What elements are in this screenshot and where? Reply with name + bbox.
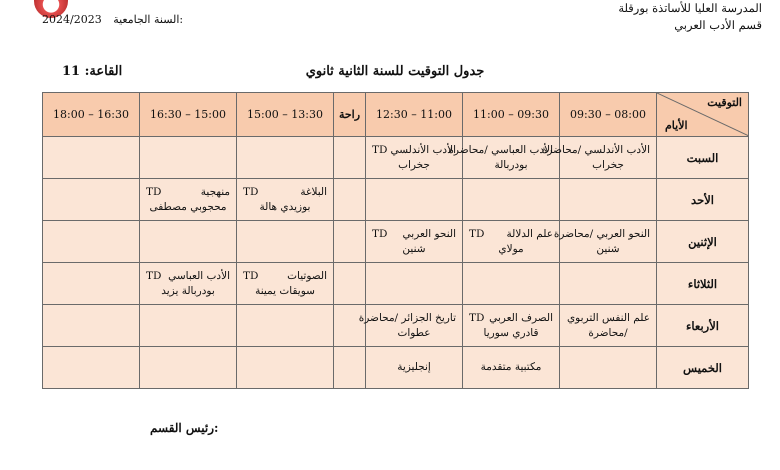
day-label: السبت: [657, 137, 749, 179]
session-cell: [43, 179, 140, 221]
session-cell: [560, 305, 657, 347]
session-cell: [366, 179, 463, 221]
corner-header: [657, 93, 749, 137]
time-slot-header: 09:30 – 11:00: [463, 93, 560, 137]
break-column-header: راحة: [334, 93, 366, 137]
day-row: [43, 137, 749, 179]
session-cell: [463, 347, 560, 389]
session-cell: [463, 179, 560, 221]
session-cell: [448, 137, 560, 179]
instructor-name: مكتبية متقدمة: [480, 361, 542, 373]
day-label: الإثنين: [657, 221, 749, 263]
session-type: TD: [372, 143, 388, 156]
day-row: [43, 347, 749, 389]
instructor-name: بودربالة: [494, 158, 528, 171]
academic-year-value: 2024/2023: [42, 13, 102, 26]
session-cell: [140, 305, 237, 347]
session-cell: [43, 347, 140, 389]
session-cell: [43, 263, 140, 305]
session-cell: [140, 221, 237, 263]
course-name: الصرف العربي: [489, 311, 553, 324]
day-label: الخميس: [657, 347, 749, 389]
session-cell: [140, 263, 237, 305]
session-type: TD: [469, 311, 485, 324]
time-slot-header: 16:30 – 18:00: [43, 93, 140, 137]
session-type: TD: [243, 185, 259, 198]
session-type: TD: [146, 185, 162, 198]
session-cell: [237, 137, 334, 179]
session-cell: [366, 347, 463, 389]
break-cell: [334, 263, 366, 305]
break-cell: [334, 137, 366, 179]
time-slot-header: 11:00 – 12:30: [366, 93, 463, 137]
session-cell: [43, 305, 140, 347]
course-name: الأدب الأندلسي: [390, 143, 456, 156]
course-name: الأدب العباسي /محاضرة: [448, 143, 553, 156]
institution-name: المدرسة العليا للأساتذة بورقلة: [618, 1, 762, 15]
corner-time-label: التوقيت: [707, 96, 742, 109]
session-cell: [43, 221, 140, 263]
day-row: [43, 221, 749, 263]
academic-year: [42, 13, 183, 26]
session-cell: [463, 263, 560, 305]
course-name: النحو العربي: [402, 227, 456, 240]
break-cell: [334, 347, 366, 389]
session-cell: [366, 263, 463, 305]
session-cell: [358, 305, 463, 347]
instructor-name: سويقات يمينة: [255, 284, 315, 297]
break-cell: [334, 179, 366, 221]
day-row: [43, 263, 749, 305]
institution-header: [618, 0, 762, 34]
session-cell: [237, 221, 334, 263]
session-cell: [560, 179, 657, 221]
course-name: تاريخ الجزائر /محاضرة: [358, 311, 456, 324]
instructor-name: /محاضرة: [588, 326, 628, 339]
instructor-name: جخراب: [398, 158, 430, 171]
day-label: الأربعاء: [657, 305, 749, 347]
session-cell: [553, 221, 657, 263]
session-cell: [140, 347, 237, 389]
time-slot-header: 13:30 – 15:00: [237, 93, 334, 137]
session-type: TD: [243, 269, 259, 282]
session-cell: [366, 137, 463, 179]
session-cell: [43, 137, 140, 179]
instructor-name: محجوبي مصطفى: [149, 200, 227, 213]
page-title: جدول التوقيت للسنة الثانية ثانوي: [305, 64, 485, 79]
course-name: النحو العربي /محاضرة: [553, 227, 650, 240]
session-type: TD: [469, 227, 485, 240]
instructor-name: قادري سوريا: [483, 326, 539, 339]
session-cell: [366, 221, 463, 263]
course-name: علم الدلالة: [506, 227, 553, 240]
course-name: منهجية: [200, 185, 230, 198]
time-slot-header: 08:00 – 09:30: [560, 93, 657, 137]
instructor-name: جخراب: [592, 158, 624, 171]
instructor-name: بودربالة يزيد: [161, 284, 215, 297]
instructor-name: شنين: [402, 242, 426, 255]
timetable: [42, 92, 749, 389]
course-name: الصوتيات: [287, 269, 327, 282]
course-name: علم النفس التربوي: [566, 311, 650, 324]
day-label: الثلاثاء: [657, 263, 749, 305]
session-type: TD: [146, 269, 162, 282]
session-cell: [463, 305, 560, 347]
instructor-name: مولاي: [498, 242, 524, 255]
session-cell: [140, 137, 237, 179]
instructor-name: إنجليزية: [397, 361, 431, 373]
room-number: القاعة: 11: [62, 64, 123, 79]
day-row: [43, 179, 749, 221]
corner-days-label: الأيام: [665, 119, 688, 132]
department-head-label: رئيس القسم:: [150, 421, 219, 435]
day-label: الأحد: [657, 179, 749, 221]
course-name: الأدب العباسي: [168, 269, 230, 282]
session-cell: [237, 305, 334, 347]
session-cell: [560, 263, 657, 305]
time-slot-header: 15:00 – 16:30: [140, 93, 237, 137]
session-cell: [560, 347, 657, 389]
academic-year-label: السنة الجامعية:: [113, 13, 184, 26]
break-cell: [334, 221, 366, 263]
instructor-name: بوزيدي هالة: [259, 200, 311, 213]
course-name: البلاغة: [300, 185, 327, 198]
session-cell: [541, 137, 657, 179]
course-name: الأدب الأندلسي /محاضرة: [541, 143, 650, 156]
session-cell: [140, 179, 237, 221]
session-cell: [237, 347, 334, 389]
instructor-name: عطوات: [397, 326, 431, 339]
department-name: قسم الأدب العربي: [674, 18, 762, 32]
session-cell: [237, 263, 334, 305]
session-type: TD: [372, 227, 388, 240]
session-cell: [463, 221, 560, 263]
day-row: [43, 305, 749, 347]
instructor-name: شنين: [596, 242, 620, 255]
session-cell: [237, 179, 334, 221]
